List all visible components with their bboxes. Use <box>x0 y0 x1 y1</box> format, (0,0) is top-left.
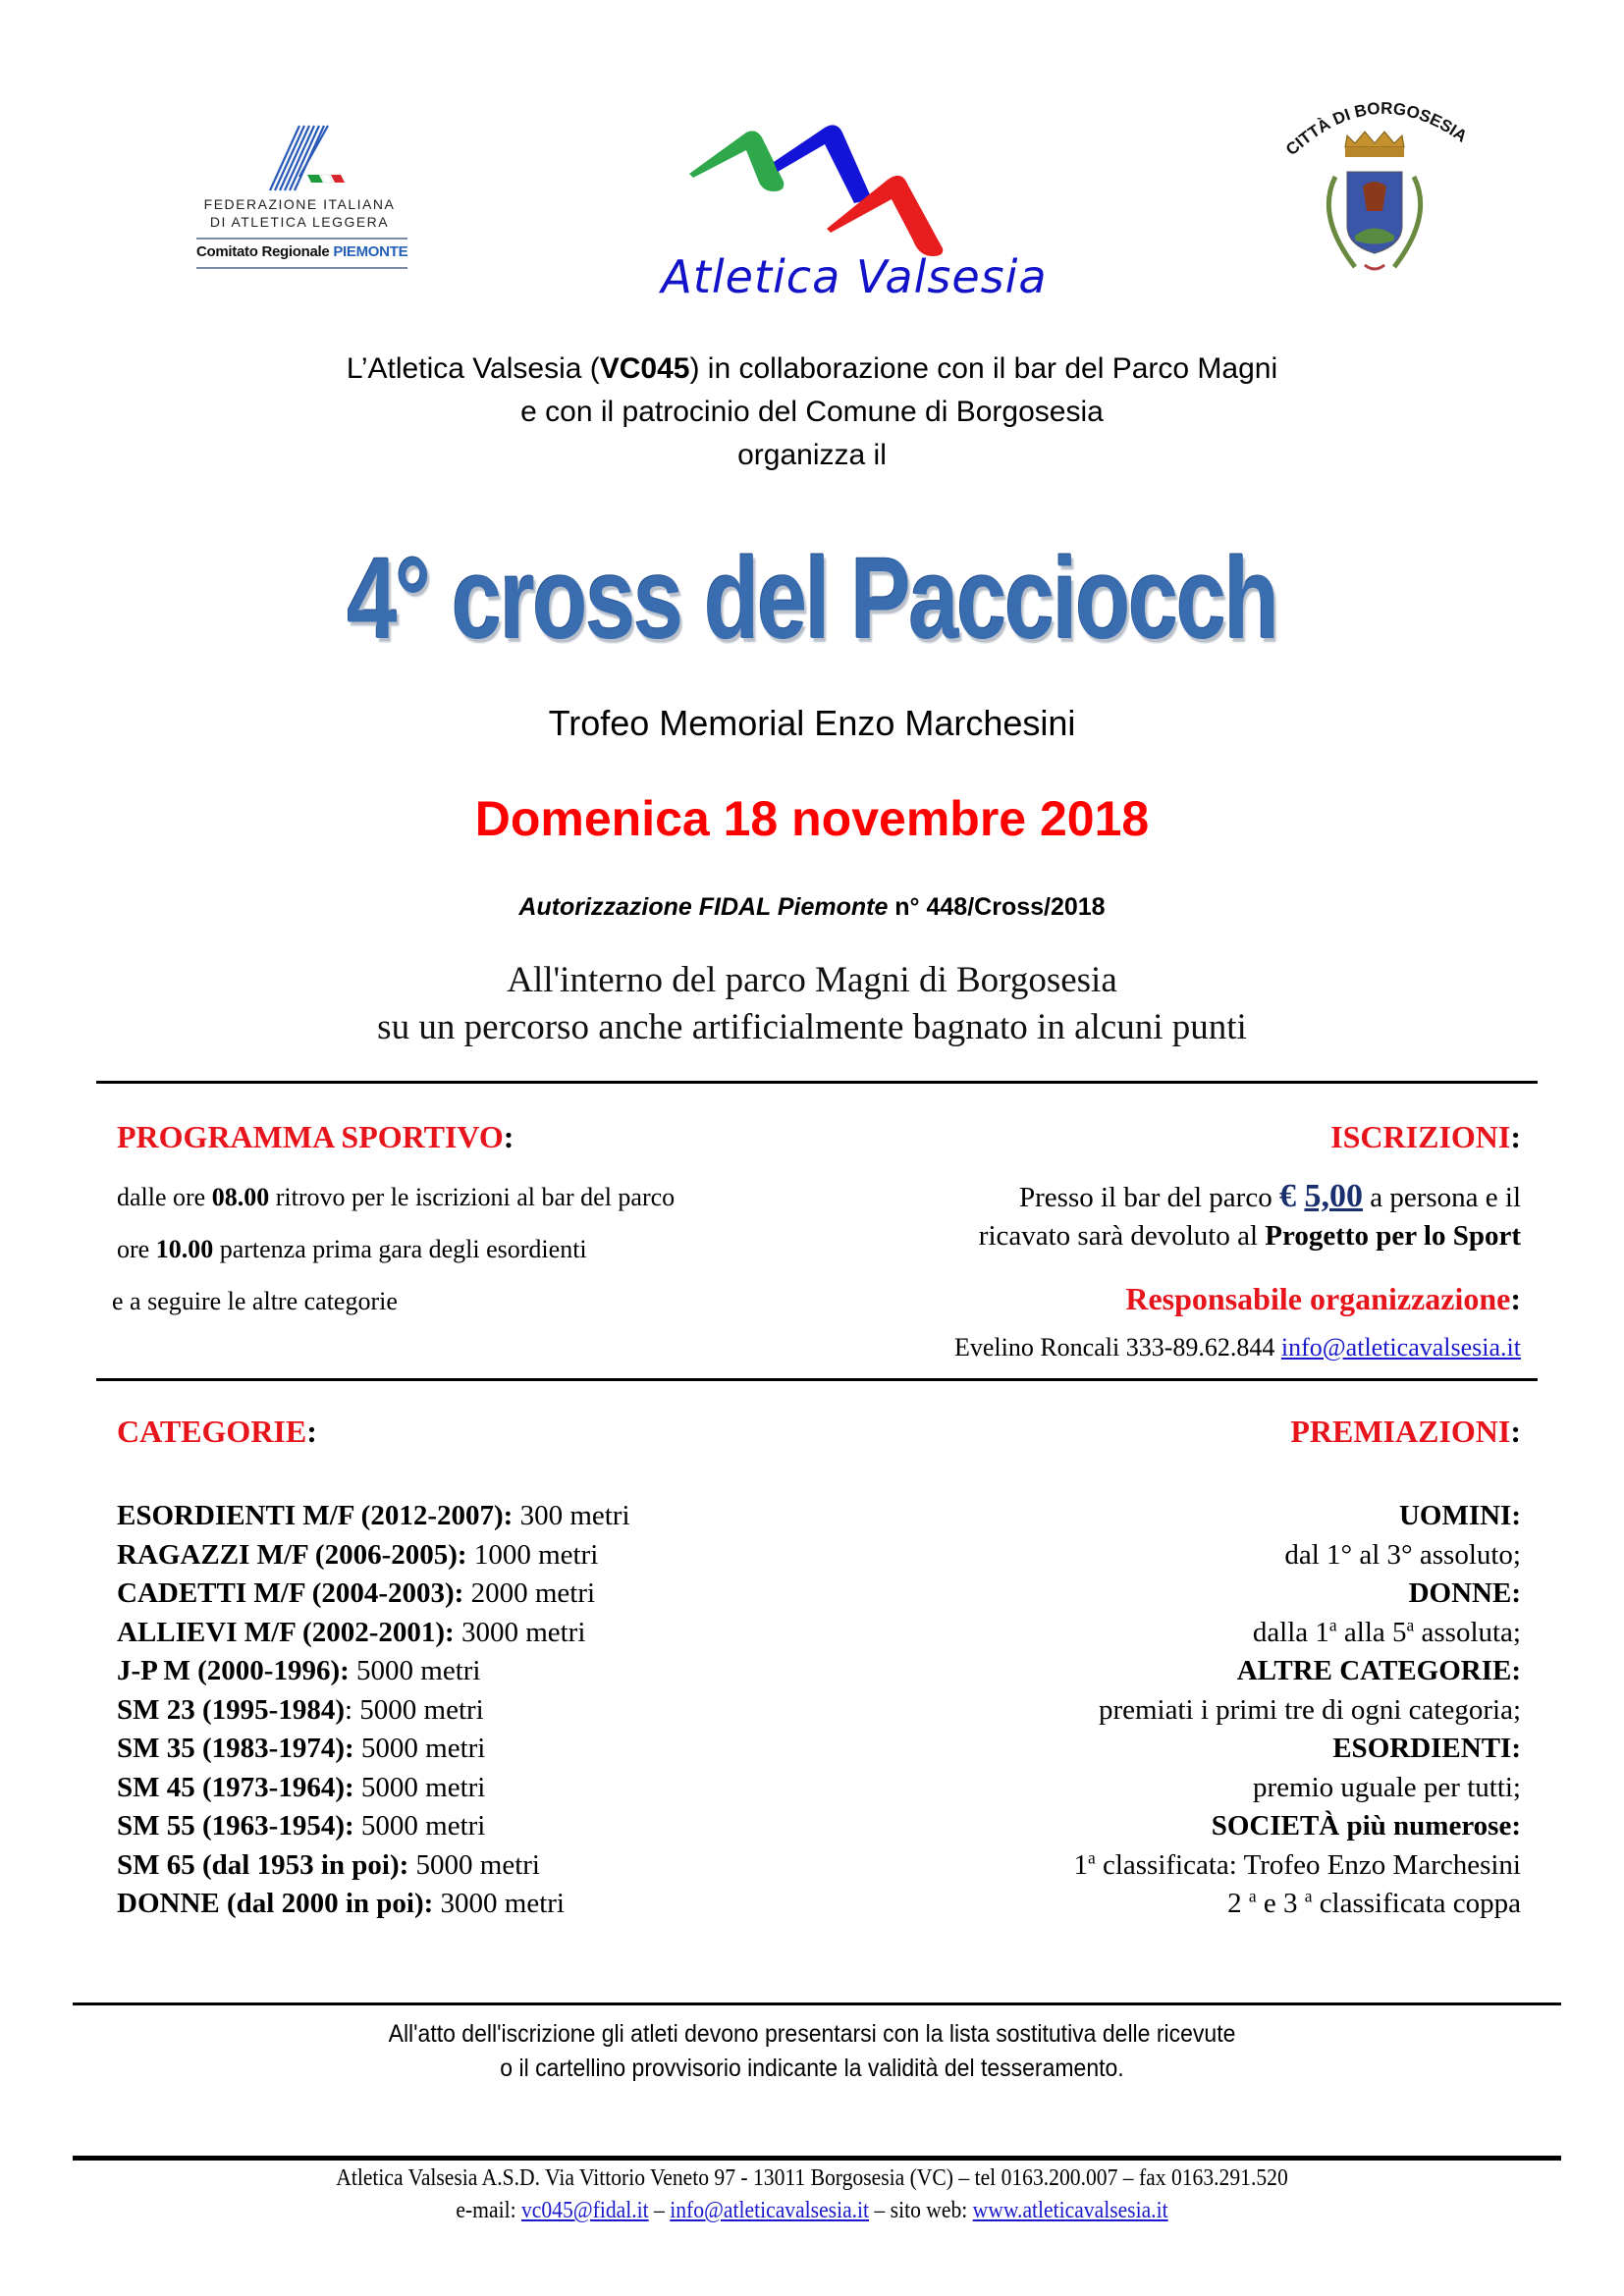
event-subtitle: Trofeo Memorial Enzo Marchesini <box>548 703 1076 743</box>
crest-arc-text: CITTÀ DI BORGOSESIA <box>1281 98 1471 160</box>
footer-divider <box>73 2156 1561 2161</box>
responsabile-heading: Responsabile organizzazione: <box>1125 1281 1521 1316</box>
iscrizioni-line-2: ricavato sarà devoluto al Progetto per lo Sport <box>978 1220 1521 1252</box>
category-item: RAGAZZI M/F (2006-2005): 1000 metri <box>117 1538 599 1571</box>
intro-line-3: organizza il <box>737 439 887 471</box>
intro-line-1: L’Atletica Valsesia (VC045) in collaborazione con il bar del Parco Magni <box>346 352 1278 385</box>
category-item: SM 35 (1983-1974): 5000 metri <box>117 1733 486 1764</box>
fidal-divider <box>196 238 407 240</box>
categorie-heading: CATEGORIE: <box>117 1414 317 1449</box>
city-crest-icon <box>1257 79 1492 294</box>
section-divider <box>96 1081 1538 1084</box>
fidal-region: PIEMONTE <box>333 243 408 260</box>
email-link-fidal[interactable]: vc045@fidal.it <box>520 2198 649 2223</box>
event-date: Domenica 18 novembre 2018 <box>474 791 1150 846</box>
prize-heading-esordienti: ESORDIENTI: <box>1332 1733 1521 1764</box>
category-item: DONNE (dal 2000 in poi): 3000 metri <box>117 1888 565 1919</box>
event-title: 4° cross del Pacciocch <box>347 534 1277 664</box>
category-item: ESORDIENTI M/F (2012-2007): 300 metri <box>117 1500 630 1531</box>
section-divider <box>96 1378 1538 1381</box>
prize-text-societa-2: 2 $^a$ e 3 $^a$ classificata coppa <box>1227 1886 1521 1919</box>
prize-heading-uomini: UOMINI: <box>1398 1500 1521 1531</box>
club-code: VC045 <box>599 352 690 385</box>
prize-heading-societa: SOCIETÀ più numerose: <box>1211 1810 1521 1842</box>
programma-heading: PROGRAMMA SPORTIVO: <box>117 1119 514 1154</box>
categorie-list <box>117 1497 630 1924</box>
intro-line-2: e con il patrocinio del Comune di Borgosesia <box>520 396 1104 428</box>
category-item: SM 23 (1995-1984): 5000 metri <box>117 1693 484 1726</box>
category-item: SM 65 (dal 1953 in poi): 5000 metri <box>117 1848 540 1881</box>
fidal-committee: Comitato Regionale PIEMONTE <box>196 243 408 260</box>
currency-symbol: € <box>1278 1178 1305 1214</box>
iscrizioni-line-1: Presso il bar del parco € 5,00 a persona e il <box>1019 1178 1521 1214</box>
entry-price: 5,00 <box>1304 1178 1363 1214</box>
website-link[interactable]: www.atleticavalsesia.it <box>972 2198 1168 2223</box>
fidal-line1: FEDERAZIONE ITALIANA <box>203 196 396 212</box>
category-item: CADETTI M/F (2004-2003): 2000 metri <box>117 1577 596 1609</box>
programma-line-2: ore 10.00 partenza prima gara degli esordienti <box>117 1235 587 1263</box>
note-line-1: All'atto dell'iscrizione gli atleti devono presentarsi con la lista sostitutiva delle ricevute <box>388 2020 1236 2048</box>
prize-heading-altre: ALTRE CATEGORIE: <box>1236 1655 1521 1686</box>
prize-text-esordienti: premio uguale per tutti; <box>1252 1771 1521 1803</box>
borgosesia-crest <box>1257 79 1492 294</box>
responsabile-contact: Evelino Roncali 333-89.62.844 info@atleticavalsesia.it <box>953 1333 1521 1362</box>
category-item: SM 55 (1963-1954): 5000 metri <box>117 1810 486 1842</box>
mountains-icon <box>648 93 1060 260</box>
prize-text-uomini: dal 1° al 3° assoluto; <box>1284 1538 1521 1571</box>
category-item: J-P M (2000-1996): 5000 metri <box>117 1655 481 1686</box>
iscrizioni-heading: ISCRIZIONI: <box>1330 1119 1521 1154</box>
email-link-info[interactable]: info@atleticavalsesia.it <box>670 2198 870 2223</box>
programma-line-3: e a seguire le altre categorie <box>112 1287 398 1315</box>
note-line-2: o il cartellino provvisorio indicante la validità del tesseramento. <box>500 2055 1124 2082</box>
prize-heading-donne: DONNE: <box>1408 1577 1521 1609</box>
category-item: SM 45 (1973-1964): 5000 metri <box>117 1771 486 1803</box>
fidal-line2: DI ATLETICA LEGGERA <box>209 214 390 230</box>
fidal-divider <box>196 267 407 269</box>
responsabile-email-link[interactable]: info@atleticavalsesia.it <box>1280 1333 1521 1362</box>
programma-line-1: dalle ore 08.00 ritrovo per le iscrizioni al bar del parco <box>117 1183 676 1211</box>
section-divider <box>73 2002 1561 2005</box>
premiazioni-list <box>735 1497 1521 1924</box>
prize-text-altre: premiati i primi tre di ogni categoria; <box>1098 1693 1521 1726</box>
location-line-1: All'interno del parco Magni di Borgosesia <box>507 960 1117 1000</box>
prize-text-societa-1: 1$^a$ classificata: Trofeo Enzo Marchesini <box>1073 1846 1521 1881</box>
club-name: Atletica Valsesia <box>661 250 1048 303</box>
progetto-sport: Progetto per lo Sport <box>1265 1220 1521 1252</box>
fidal-emblem-icon <box>201 118 398 196</box>
premiazioni-heading: PREMIAZIONI: <box>1290 1414 1521 1449</box>
authorization: Autorizzazione FIDAL Piemonte n° 448/Cross/2018 <box>518 893 1106 921</box>
category-item: ALLIEVI M/F (2002-2001): 3000 metri <box>117 1616 586 1648</box>
footer-contacts: e-mail: vc045@fidal.it – info@atleticavalsesia.it – sito web: www.atleticavalsesia.it <box>456 2198 1168 2223</box>
fidal-logo <box>196 118 427 275</box>
prize-text-donne: dalla 1$^a$ alla 5$^a$ assoluta; <box>1252 1614 1521 1648</box>
footer-address: Atletica Valsesia A.S.D. Via Vittorio Veneto 97 - 13011 Borgosesia (VC) – tel 0163.200.007 – fax 0163.291.520 <box>336 2165 1288 2191</box>
location-line-2: su un percorso anche artificialmente bagnato in alcuni punti <box>377 1007 1247 1047</box>
atletica-valsesia-logo <box>648 93 1060 319</box>
